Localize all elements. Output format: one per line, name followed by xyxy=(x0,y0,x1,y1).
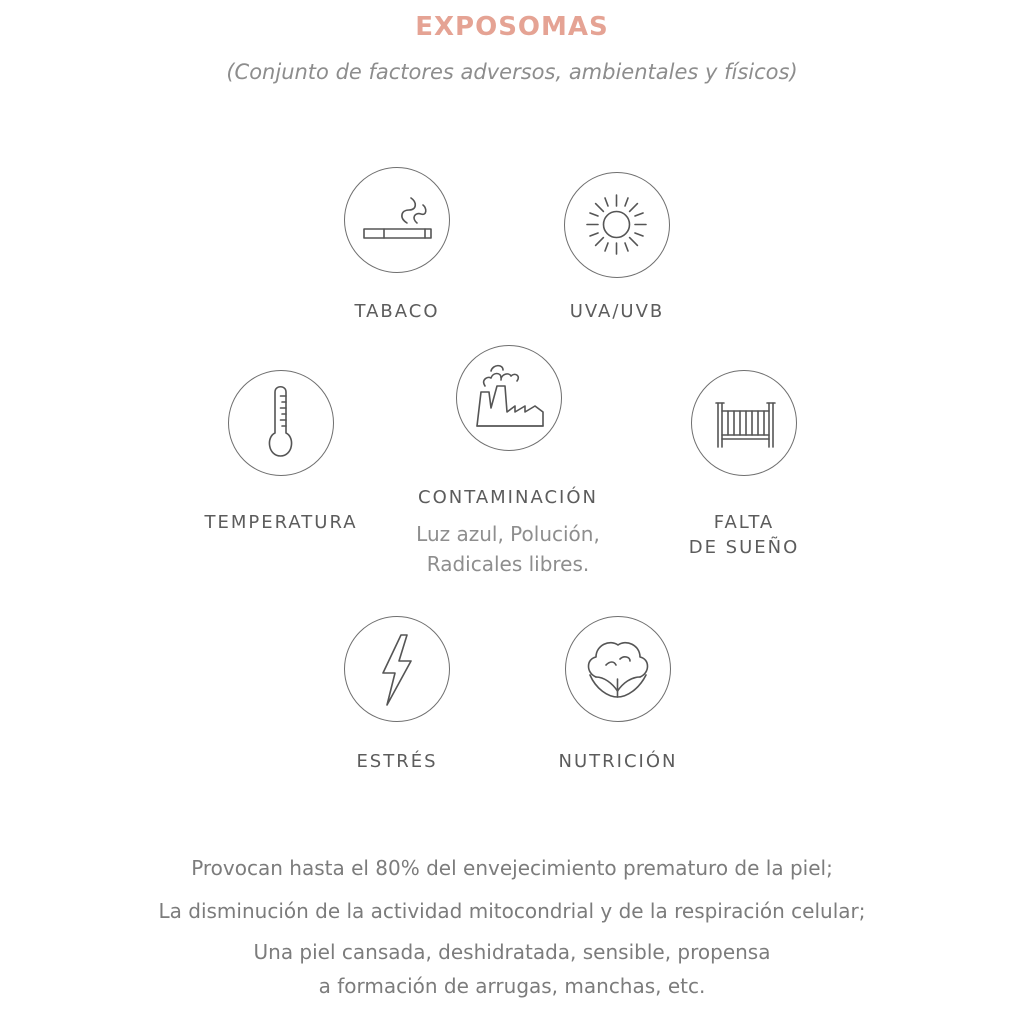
thermometer-icon xyxy=(229,371,332,474)
label-tabaco: TABACO xyxy=(354,301,440,322)
uva-icon-circle xyxy=(564,172,670,278)
footer-line-4: a formación de arrugas, manchas, etc. xyxy=(318,974,706,998)
label-uva: UVA/UVB xyxy=(569,301,665,322)
sun-icon xyxy=(565,173,668,276)
label-estres: ESTRÉS xyxy=(356,751,438,772)
sueno-icon-circle xyxy=(691,370,797,476)
label-sueno-line1: FALTA xyxy=(713,512,775,533)
nutricion-icon-circle xyxy=(565,616,671,722)
page-title: EXPOSOMAS xyxy=(415,12,609,42)
contaminacion-icon-circle xyxy=(456,345,562,451)
footer-line-1: Provocan hasta el 80% del envejecimiento prematuro de la piel; xyxy=(191,856,833,880)
factory-icon xyxy=(457,346,560,449)
tabaco-icon-circle xyxy=(344,167,450,273)
contaminacion-detail-line2: Radicales libres. xyxy=(426,552,590,576)
label-nutricion: NUTRICIÓN xyxy=(558,751,678,772)
cauliflower-icon xyxy=(566,617,669,720)
crib-icon xyxy=(692,371,795,474)
label-contaminacion: CONTAMINACIÓN xyxy=(418,487,598,508)
label-temperatura: TEMPERATURA xyxy=(204,512,358,533)
footer-line-3: Una piel cansada, deshidratada, sensible, propensa xyxy=(253,940,771,964)
contaminacion-detail-line1: Luz azul, Polución, xyxy=(416,522,600,546)
page-subtitle: (Conjunto de factores adversos, ambientales y físicos) xyxy=(226,60,798,84)
label-sueno-line2: DE SUEÑO xyxy=(688,537,800,558)
footer-line-2: La disminución de la actividad mitocondrial y de la respiración celular; xyxy=(158,899,866,923)
estres-icon-circle xyxy=(344,616,450,722)
cigarette-icon xyxy=(345,168,448,271)
temperatura-icon-circle xyxy=(228,370,334,476)
lightning-icon xyxy=(345,617,448,720)
